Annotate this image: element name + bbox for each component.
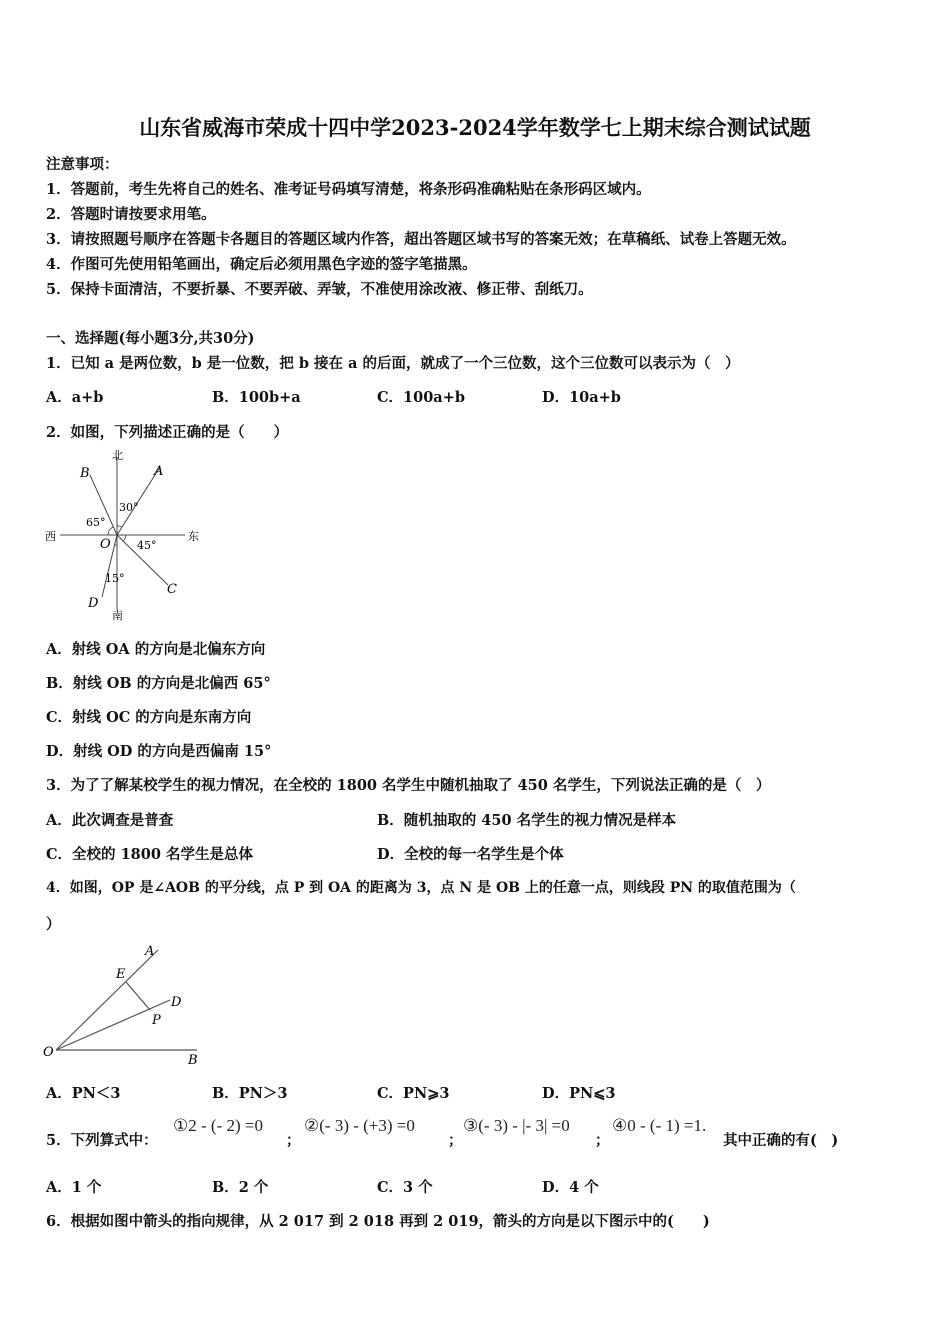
question-1-stem: 1．已知 a 是两位数，b 是一位数，把 b 接在 a 的后面，就成了一个三位数，这个三位数可以表示为（ ） (46, 355, 740, 372)
ray-oa (56, 950, 158, 1050)
q3-option-a: A．此次调查是普查 (46, 812, 174, 829)
q2-option-a: A．射线 OA 的方向是北偏东方向 (46, 641, 266, 658)
label-c: C (167, 582, 177, 597)
q5-expression-3: ③(- 3) - |- 3| =0 (463, 1116, 570, 1135)
label-o: O (43, 1045, 54, 1060)
question-3-stem: 3．为了了解某校学生的视力情况，在全校的 1800 名学生中随机抽取了 450 名学生，下列说法正确的是（ ） (46, 777, 771, 794)
angle-arc-65 (108, 527, 113, 535)
q4-option-d: D．PN⩽3 (542, 1085, 616, 1102)
label-p: P (152, 1013, 161, 1028)
notice-item-5: 5．保持卡面清洁，不要折暴、不要弄破、弄皱，不准使用涂改液、修正带、刮纸刀。 (46, 281, 593, 298)
label-65-deg: 65° (86, 516, 106, 529)
segment-pe (126, 982, 150, 1010)
q1-option-a: A．a+b (46, 389, 104, 406)
notice-heading: 注意事项： (46, 156, 119, 173)
compass-direction-figure (40, 445, 210, 625)
q5-separator-1: ； (286, 1132, 301, 1149)
question-4-stem-line2: ） (46, 916, 61, 933)
q3-option-b: B．随机抽取的 450 名学生的视力情况是样本 (377, 812, 677, 829)
q5-expression-1: ①2 - (- 2) =0 (173, 1116, 263, 1135)
label-45-deg: 45° (137, 539, 157, 552)
notice-item-2: 2．答题时请按要求用笔。 (46, 206, 216, 223)
page-title: 山东省威海市荣成十四中学2023-2024学年数学七上期末综合测试试题 (139, 115, 811, 140)
label-east: 东 (188, 530, 199, 543)
q1-option-d: D．10a+b (542, 389, 621, 406)
q1-option-b: B．100b+a (212, 389, 301, 406)
question-5-stem: 5．下列算式中： (46, 1132, 158, 1149)
angle-arc-45 (123, 535, 126, 541)
label-d: D (88, 596, 99, 611)
q5-separator-2: ； (448, 1132, 463, 1149)
label-west: 西 (45, 530, 56, 543)
label-a: A (154, 464, 164, 479)
q5-option-d: D．4 个 (542, 1179, 599, 1196)
label-a: A (145, 944, 155, 959)
label-e: E (116, 967, 126, 982)
label-north: 北 (112, 449, 123, 462)
q3-option-c: C．全校的 1800 名学生是总体 (46, 846, 253, 863)
label-o: O (100, 537, 111, 552)
label-30-deg: 30° (119, 501, 139, 514)
q4-option-c: C．PN⩾3 (377, 1085, 450, 1102)
q5-option-a: A．1 个 (46, 1179, 102, 1196)
question-2-stem: 2．如图，下列描述正确的是（ ） (46, 424, 289, 441)
q5-option-c: C．3 个 (377, 1179, 433, 1196)
label-south: 南 (112, 609, 123, 622)
q2-option-d: D．射线 OD 的方向是西偏南 15° (46, 743, 272, 760)
q5-expression-4: ④0 - (- 1) =1. (612, 1116, 707, 1135)
label-b: B (80, 466, 90, 481)
q2-option-b: B．射线 OB 的方向是北偏西 65° (46, 675, 271, 692)
notice-item-4: 4．作图可先使用铅笔画出，确定后必须用黑色字迹的签字笔描黑。 (46, 256, 477, 273)
q2-option-c: C．射线 OC 的方向是东南方向 (46, 709, 252, 726)
notice-item-3: 3．请按照题号顺序在答题卡各题目的答题区域内作答，超出答题区域书写的答案无效；在草稿纸、试卷上答题无效。 (46, 231, 796, 248)
q3-option-d: D．全校的每一名学生是个体 (377, 846, 564, 863)
q5-separator-3: ； (595, 1132, 610, 1149)
q1-option-c: C．100a+b (377, 389, 465, 406)
q4-option-b: B．PN＞3 (212, 1085, 288, 1102)
angle-bisector-figure (40, 940, 215, 1070)
q5-option-b: B．2 个 (212, 1179, 269, 1196)
q4-option-a: A．PN＜3 (46, 1085, 121, 1102)
label-b: B (188, 1053, 198, 1068)
question-4-stem-line1: 4．如图，OP 是∠AOB 的平分线，点 P 到 OA 的距离为 3，点 N 是 OB 上的任意一点，则线段 PN 的取值范围为（ (46, 880, 796, 896)
question-6-stem: 6．根据如图中箭头的指向规律，从 2 017 到 2 018 再到 2 019，箭头的方向是以下图示中的( ) (46, 1213, 710, 1230)
label-15-deg: 15° (105, 572, 125, 585)
notice-item-1: 1．答题前，考生先将自己的姓名、准考证号码填写清楚，将条形码准确粘贴在条形码区域内。 (46, 181, 651, 198)
angle-arc-30 (117, 526, 122, 527)
label-d: D (171, 995, 182, 1010)
section-heading: 一、选择题(每小题3分,共30分) (46, 330, 255, 347)
q5-tail: 其中正确的有( ) (723, 1132, 839, 1149)
q5-expression-2: ②(- 3) - (+3) =0 (304, 1116, 415, 1135)
